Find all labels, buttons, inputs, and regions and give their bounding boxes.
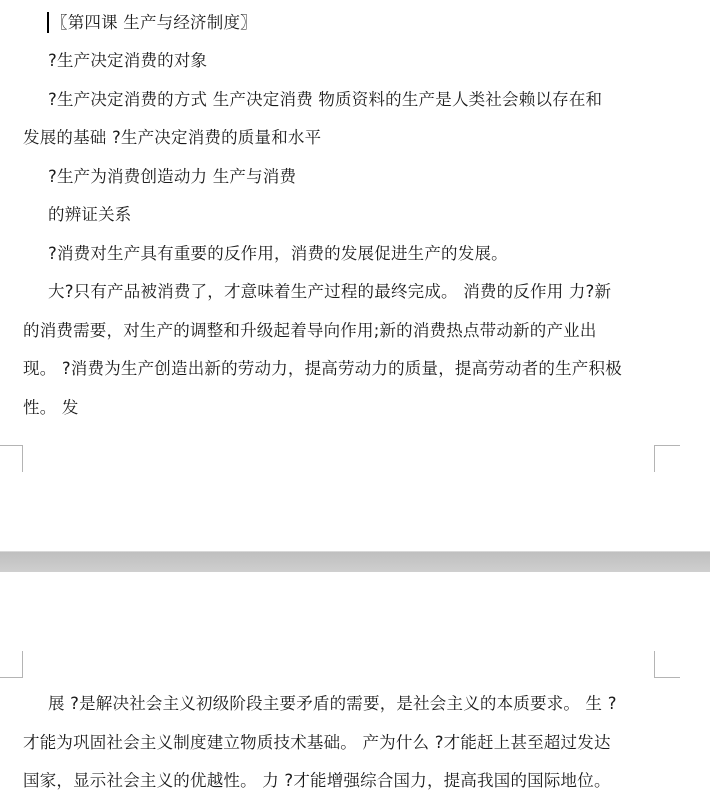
text-line[interactable]: ?生产决定消费的方式 生产决定消费 物质资料的生产是人类社会赖以存在和: [48, 90, 603, 109]
margin-corner-mark-bottom-right: [654, 651, 680, 678]
text-line[interactable]: 展 ?是解决社会主义初级阶段主要矛盾的需要，是社会主义的本质要求。 生 ?: [48, 694, 617, 713]
text-line[interactable]: ?消费对生产具有重要的反作用，消费的发展促进生产的发展。: [48, 244, 508, 263]
margin-corner-mark-top-right: [654, 445, 680, 472]
text-line[interactable]: ?生产决定消费的对象: [48, 51, 208, 70]
text-line[interactable]: 大?只有产品被消费了，才意味着生产过程的最终完成。 消费的反作用 力?新: [48, 282, 612, 301]
text-cursor: [47, 12, 49, 33]
text-line[interactable]: 发展的基础 ?生产决定消费的质量和水平: [23, 128, 322, 147]
text-line[interactable]: 的辨证关系: [48, 205, 132, 224]
page-break-gap: [0, 551, 710, 572]
text-line[interactable]: ?生产为消费创造动力 生产与消费: [48, 167, 297, 186]
text-line[interactable]: 才能为巩固社会主义制度建立物质技术基础。 产为什么 ?才能赶上甚至超过发达: [23, 733, 611, 752]
margin-corner-mark-top-left: [0, 445, 23, 472]
text-line[interactable]: 性。 发: [23, 398, 79, 417]
lesson-title[interactable]: 〖第四课 生产与经济制度〗: [51, 13, 257, 32]
document-page-2[interactable]: [0, 572, 710, 794]
text-line[interactable]: 国家，显示社会主义的优越性。 力 ?才能增强综合国力，提高我国的国际地位。: [23, 771, 611, 790]
text-line[interactable]: 的消费需要，对生产的调整和升级起着导向作用;新的消费热点带动新的产业出: [23, 321, 597, 340]
margin-corner-mark-bottom-left: [0, 651, 23, 678]
text-line[interactable]: 现。 ?消费为生产创造出新的劳动力，提高劳动力的质量，提高劳动者的生产积极: [23, 359, 622, 378]
